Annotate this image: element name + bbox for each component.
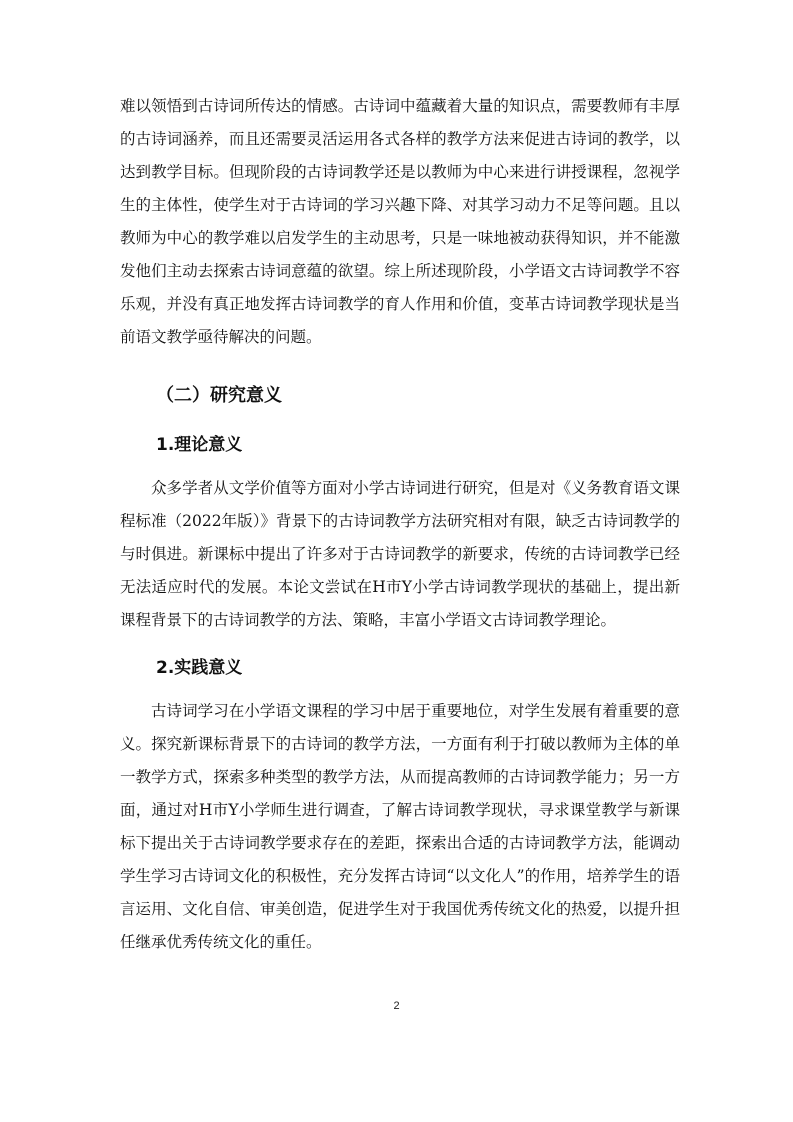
intro-paragraph: 难以领悟到古诗词所传达的情感。古诗词中蕴藏着大量的知识点，需要教师有丰厚的古诗词涵养，而且还需要灵活运用各式各样的教学方法来促进古诗词的教学，以达到教学目标。但现阶段的古诗词教学还是以教师为中心来进行讲授课程，忽视学生的主体性，使学生对于古诗词的学习兴趣下降、对其学习动力不足等问题。且以教师为中心的教学难以启发学生的主动思考，只是一味地被动获得知识，并不能激发他们主动去探索古诗词意蕴的欲望。综上所述现阶段，小学语文古诗词教学不容乐观，并没有真正地发挥古诗词教学的育人作用和价值，变革古诗词教学现状是当前语文教学亟待解决的问题。 [120,97,680,346]
page-content [120,90,680,959]
subsection-heading-theory: 1.理论意义 [156,435,243,455]
subsection-heading-practice: 2.实践意义 [156,658,243,678]
practice-paragraph: 古诗词学习在小学语文课程的学习中居于重要地位，对学生发展有着重要的意义。探究新课标背景下的古诗词的教学方法，一方面有利于打破以教师为主体的单一教学方式，探索多种类型的教学方法，从而提高教师的古诗词教学能力；另一方面，通过对H市Y小学师生进行调查，了解古诗词教学现状，寻求课堂教学与新课标下提出关于古诗词教学要求存在的差距，探索出合适的古诗词教学方法，能调动学生学习古诗词文化的积极性，充分发挥古诗词“以文化人”的作用，培养学生的语言运用、文化自信、审美创造，促进学生对于我国优秀传统文化的热爱，以提升担任继承优秀传统文化的重任。 [120,702,680,951]
theory-paragraph: 众多学者从文学价值等方面对小学古诗词进行研究，但是对《义务教育语文课程标准（2022年版）》背景下的古诗词教学方法研究相对有限，缺乏古诗词教学的与时俱进。新课标中提出了许多对于古诗词教学的新要求，传统的古诗词教学已经无法适应时代的发展。本论文尝试在H市Y小学古诗词教学现状的基础上，提出新课程背景下的古诗词教学的方法、策略，丰富小学语文古诗词教学理论。 [120,479,680,629]
page-number: 2 [393,1000,400,1012]
section-heading: （二）研究意义 [156,385,282,406]
